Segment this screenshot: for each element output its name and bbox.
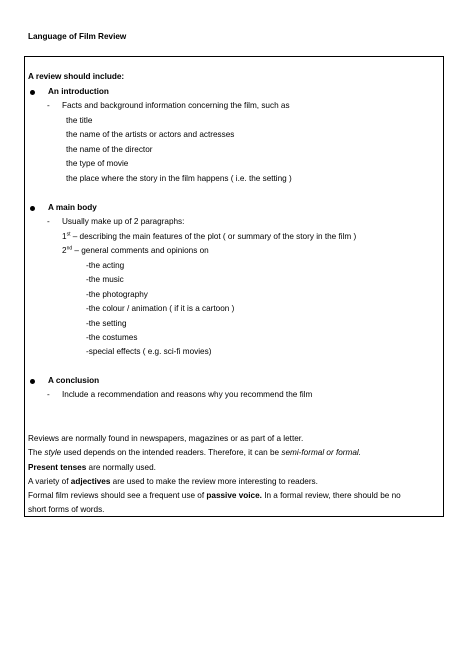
- note-bold: Present tenses: [28, 463, 87, 472]
- opinion-item: -the colour / animation ( if it is a cartoon ): [86, 304, 235, 313]
- paragraph-two-number: 2: [62, 246, 67, 255]
- note-emphasis: style: [44, 448, 62, 457]
- intro-item: the type of movie: [66, 159, 129, 168]
- section-heading-introduction: An introduction: [48, 87, 109, 96]
- note-text: are normally used.: [86, 463, 156, 472]
- section-heading-main-body: A main body: [48, 203, 97, 212]
- paragraph-two-line: [62, 244, 209, 258]
- note-line: Reviews are normally found in newspapers, magazines or as part of a letter.: [28, 434, 304, 443]
- intro-item: the place where the story in the film happens ( i.e. the setting ): [66, 174, 292, 183]
- intro-heading: A review should include:: [28, 72, 125, 81]
- note-emphasis: semi-formal or formal.: [281, 448, 362, 457]
- intro-item: the title: [66, 116, 93, 125]
- intro-item: the name of the director: [66, 145, 153, 154]
- opinion-item: -the costumes: [86, 333, 138, 342]
- intro-item: the name of the artists or actors and actresses: [66, 130, 235, 139]
- note-bold: passive voice.: [206, 491, 262, 500]
- note-line: [28, 475, 318, 489]
- note-text: In a formal review, there should be no: [261, 491, 401, 500]
- note-line: [28, 489, 401, 503]
- opinion-item: -special effects ( e.g. sci-fi movies): [86, 347, 212, 356]
- note-bold: adjectives: [70, 477, 111, 486]
- paragraph-two-text: – general comments and opinions on: [72, 246, 209, 255]
- section-heading-conclusion: A conclusion: [48, 376, 100, 385]
- dash-marker: -: [47, 217, 50, 226]
- paragraph-one-ordinal: st: [66, 231, 71, 238]
- opinion-item: -the photography: [86, 290, 148, 299]
- paragraph-one-text: – describing the main features of the plot ( or summary of the story in the film ): [70, 232, 357, 241]
- note-line: [28, 446, 361, 460]
- intro-dash-text: Facts and background information concerning the film, such as: [62, 101, 290, 110]
- note-text: A variety of: [28, 477, 71, 486]
- opinion-item: -the music: [86, 275, 124, 284]
- paragraph-two-ordinal: nd: [66, 245, 73, 252]
- note-text: Formal film reviews should see a frequent use of: [28, 491, 207, 500]
- opinion-item: -the setting: [86, 319, 127, 328]
- note-line: short forms of words.: [28, 505, 105, 514]
- main-body-dash-text: Usually make up of 2 paragraphs:: [62, 217, 185, 226]
- note-text: used depends on the intended readers. Therefore, it can be: [61, 448, 282, 457]
- note-line: [28, 461, 156, 475]
- document-title: Language of Film Review: [28, 32, 127, 41]
- bullet-icon: [30, 379, 35, 384]
- bullet-icon: [30, 90, 35, 95]
- bullet-icon: [30, 206, 35, 211]
- opinion-item: -the acting: [86, 261, 125, 270]
- dash-marker: -: [47, 390, 50, 399]
- note-text: The: [28, 448, 45, 457]
- note-text: are used to make the review more interesting to readers.: [110, 477, 318, 486]
- paragraph-one-number: 1: [62, 232, 67, 241]
- dash-marker: -: [47, 101, 50, 110]
- paragraph-one-line: [62, 230, 356, 244]
- conclusion-dash-text: Include a recommendation and reasons why you recommend the film: [62, 390, 313, 399]
